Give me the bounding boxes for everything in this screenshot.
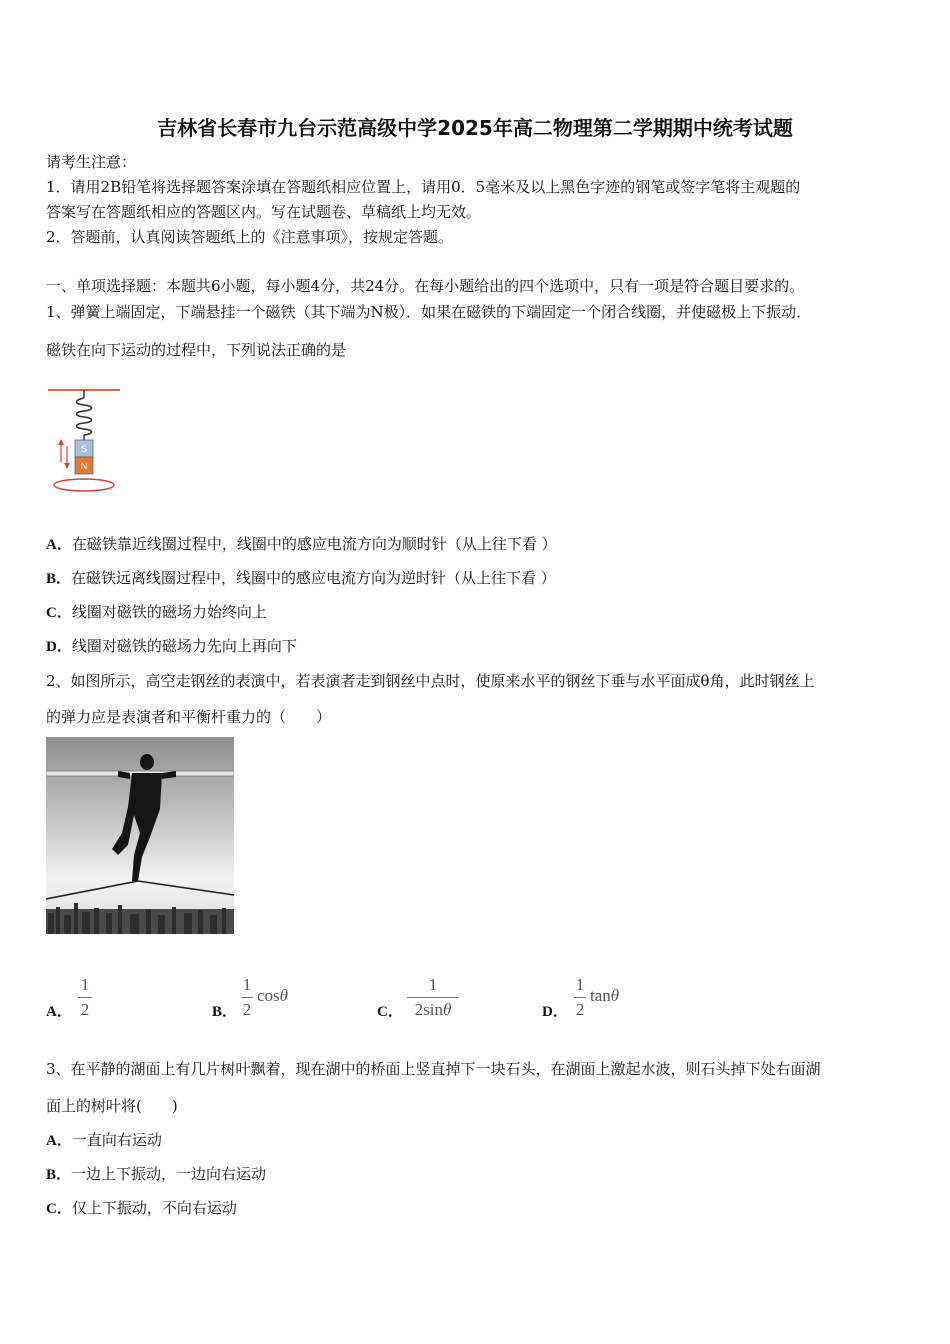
notice-item-2: 2．答题前，认真阅读答题纸上的《注意事项》，按规定答题。 xyxy=(46,228,454,246)
question-2-option-c-label[interactable]: C． xyxy=(377,1004,403,1020)
question-1-option-b[interactable]: B．在磁铁远离线圈过程中，线圈中的感应电流方向为逆时针（从上往下看 ） xyxy=(46,569,556,587)
question-1-option-d[interactable]: D．线圈对磁铁的磁场力先向上再向下 xyxy=(46,637,297,655)
question-2-option-a-value: 1 2 xyxy=(78,975,92,1020)
question-2-option-c-value: 1 2sinθ xyxy=(407,975,459,1020)
closed-coil xyxy=(54,479,114,491)
notice-item-1-line-2: 答案写在答题纸相应的答题区内。写在试题卷、草稿纸上均无效。 xyxy=(46,203,482,221)
spring-magnet-figure xyxy=(46,384,126,496)
question-3-option-b[interactable]: B．一边上下振动，一边向右运动 xyxy=(46,1165,267,1183)
magnet-s-label: S xyxy=(80,444,88,454)
question-2-option-b-fraction: 1 2 xyxy=(242,975,252,1019)
section-heading: 一、单项选择题：本题共6小题，每小题4分，共24分。在每小题给出的四个选项中，只有一项是符合题目要求的。 xyxy=(46,277,805,295)
tightrope-walker-photo xyxy=(46,737,234,934)
question-2-line-2: 的弹力应是表演者和平衡杆重力的（ ） xyxy=(46,708,332,726)
question-2-option-d-fraction: 1 2 xyxy=(575,975,585,1019)
question-1-line-1: 1、弹簧上端固定，下端悬挂一个磁铁（其下端为N极）．如果在磁铁的下端固定一个闭合线圈，并使磁极上下振动． xyxy=(46,303,812,321)
notice-item-1-line-1: 1．请用2B铅笔将选择题答案涂填在答题纸相应位置上，请用0．5毫米及以上黑色字迹的钢笔或签字笔将主观题的 xyxy=(46,178,801,196)
question-2-option-d-trig: tanθ xyxy=(590,986,620,1005)
question-1-option-c[interactable]: C．线圈对磁铁的磁场力始终向上 xyxy=(46,603,267,621)
question-1-line-2: 磁铁在向下运动的过程中，下列说法正确的是 xyxy=(46,341,347,359)
spring-coil xyxy=(77,398,92,435)
question-3-line-1: 3、在平静的湖面上有几片树叶飘着，现在湖中的桥面上竖直掉下一块石头，在湖面上激起水波，则石头掉下处右面湖 xyxy=(46,1060,821,1078)
question-1-option-a[interactable]: A．在磁铁靠近线圈过程中，线圈中的感应电流方向为顺时针（从上往下看 ） xyxy=(46,535,557,553)
question-2-option-b-label[interactable]: B． xyxy=(212,1004,238,1020)
magnet-n-label: N xyxy=(80,461,88,471)
question-3-option-c[interactable]: C．仅上下振动，不向右运动 xyxy=(46,1199,237,1217)
arrow-up-icon xyxy=(58,439,64,445)
page-title: 吉林省长春市九台示范高级中学2025年高二物理第二学期期中统考试题 xyxy=(157,116,793,140)
question-3-line-2: 面上的树叶将( ) xyxy=(46,1097,178,1115)
question-3-option-a[interactable]: A．一直向右运动 xyxy=(46,1131,162,1149)
question-2-line-1: 2、如图所示，高空走钢丝的表演中，若表演者走到钢丝中点时，使原来水平的钢丝下垂与水平面成θ角，此时钢丝上 xyxy=(46,672,815,690)
question-2-option-b-trig: cosθ xyxy=(257,986,289,1005)
question-2-option-a-label[interactable]: A． xyxy=(46,1004,72,1020)
notice-heading: 请考生注意： xyxy=(46,153,137,171)
arrow-down-icon xyxy=(64,463,70,469)
question-2-option-d-label[interactable]: D． xyxy=(542,1004,568,1020)
